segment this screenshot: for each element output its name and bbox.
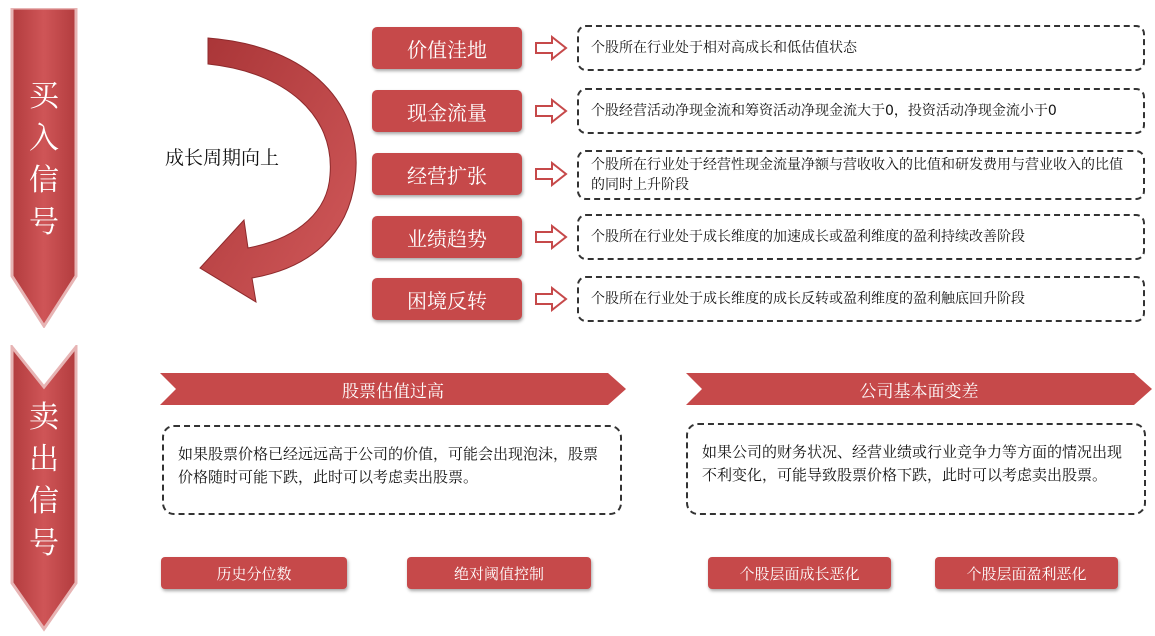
curved-arrow-icon — [190, 30, 370, 310]
ribbon-fundamentals-worse — [686, 373, 1152, 405]
buy-desc-cash-flow: 个股经营活动净现金流和筹资活动净现金流大于0，投资活动净现金流小于0 — [577, 88, 1145, 134]
button-absolute-threshold[interactable]: 绝对阈值控制 — [407, 557, 591, 589]
hollow-arrow-right-icon — [534, 286, 568, 312]
sell-signal-char: 号 — [29, 526, 59, 561]
ribbon-overvalued — [160, 373, 626, 405]
ribbon-title: 公司基本面变差 — [859, 381, 979, 402]
hollow-arrow-right-icon — [534, 224, 568, 250]
buy-desc-performance-trend: 个股所在行业处于成长维度的加速成长或盈利维度的盈利持续改善阶段 — [577, 214, 1145, 260]
sell-signal-char: 出 — [29, 442, 59, 477]
buy-desc-turnaround: 个股所在行业处于成长维度的成长反转或盈利维度的盈利触底回升阶段 — [577, 276, 1145, 322]
buy-signal-char: 买 — [29, 79, 59, 114]
buy-button-cash-flow[interactable]: 现金流量 — [372, 90, 522, 132]
button-historical-percentile[interactable]: 历史分位数 — [161, 557, 347, 589]
buy-signal-char: 入 — [29, 121, 59, 156]
buy-button-turnaround[interactable]: 困境反转 — [372, 278, 522, 320]
growth-cycle-label: 成长周期向上 — [165, 147, 280, 169]
hollow-arrow-right-icon — [534, 35, 568, 61]
buy-desc-value-depression: 个股所在行业处于相对高成长和低估值状态 — [577, 25, 1145, 71]
buy-signal-char: 号 — [29, 205, 59, 240]
sell-desc-fundamentals: 如果公司的财务状况、经营业绩或行业竞争力等方面的情况出现不利变化，可能导致股票价格下跌，此时可以考虑卖出股票。 — [686, 423, 1146, 515]
buy-signal-char: 信 — [29, 163, 59, 198]
hollow-arrow-right-icon — [534, 98, 568, 124]
buy-button-performance-trend[interactable]: 业绩趋势 — [372, 216, 522, 258]
button-growth-deterioration[interactable]: 个股层面成长恶化 — [708, 557, 891, 589]
buy-button-value-depression[interactable]: 价值洼地 — [372, 27, 522, 69]
buy-signal-banner — [10, 8, 78, 328]
buy-desc-business-expansion: 个股所在行业处于经营性现金流量净额与营收收入的比值和研发费用与营业收入的比值的同时上升阶段 — [577, 150, 1145, 200]
buy-button-business-expansion[interactable]: 经营扩张 — [372, 153, 522, 195]
sell-signal-char: 信 — [29, 484, 59, 519]
ribbon-title: 股票估值过高 — [342, 381, 444, 402]
sell-signal-char: 卖 — [29, 400, 59, 435]
button-profit-deterioration[interactable]: 个股层面盈利恶化 — [935, 557, 1118, 589]
hollow-arrow-right-icon — [534, 161, 568, 187]
sell-signal-banner — [10, 345, 78, 633]
sell-desc-overvalued: 如果股票价格已经远远高于公司的价值，可能会出现泡沫，股票价格随时可能下跌，此时可以考虑卖出股票。 — [162, 425, 622, 515]
